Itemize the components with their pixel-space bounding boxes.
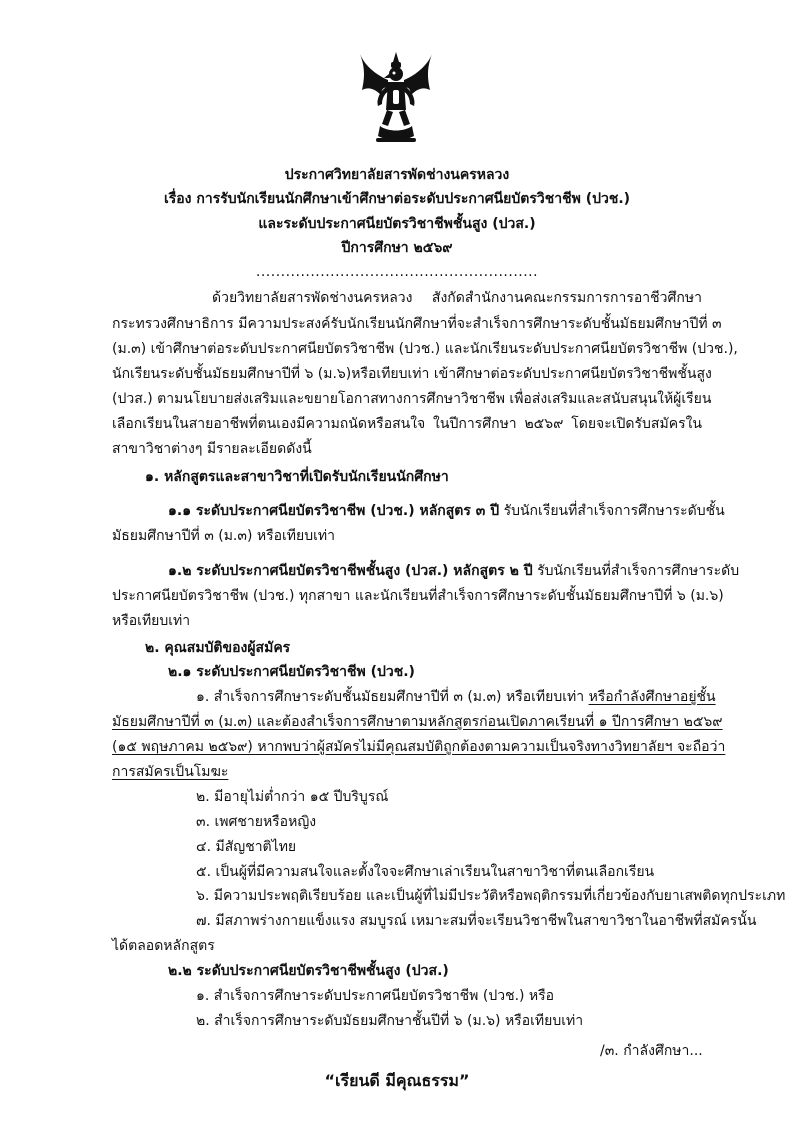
intro-line-6: เลือกเรียนในสายอาชีพที่ตนเองมีความถนัดหรือสนใจ ในปีการศึกษา ๒๕๖๙ โดยจะเปิดรับสมัครใน bbox=[112, 416, 702, 432]
section-1-item-2-bold: ๑.๒ ระดับประกาศนียบัตรวิชาชีพชั้นสูง (ปวส.) หลักสูตร ๒ ปี bbox=[168, 563, 533, 579]
section-2-1-item-1-plain: ๑. สำเร็จการศึกษาระดับชั้นมัธยมศึกษาปีที่ ๓ (ม.๓) หรือเทียบเท่า bbox=[196, 689, 589, 705]
section-2-1-item-1-line-4: การสมัครเป็นโมฆะ bbox=[112, 764, 229, 780]
title-separator: ......................................................... bbox=[255, 264, 539, 280]
section-1-item-2-rest: รับนักเรียนที่สำเร็จการศึกษาระดับ bbox=[532, 563, 740, 579]
continue-note: /๓. กำลังศึกษา... bbox=[600, 1043, 703, 1059]
section-2-1-item-1-underlined: หรือกำลังศึกษาอยู่ชั้น bbox=[588, 689, 716, 705]
section-2-2-item-2: ๒. สำเร็จการศึกษาระดับมัธยมศึกษาชั้นปีที่ ๖ (ม.๖) หรือเทียบเท่า bbox=[196, 1013, 584, 1029]
intro-line-4: นักเรียนระดับชั้นมัธยมศึกษาปีที่ ๖ (ม.๖)หรือเทียบเท่า เข้าศึกษาต่อระดับประกาศนียบัตรวิชาชีพชั้นสูง bbox=[112, 366, 712, 382]
section-2-1-item-5: ๕. เป็นผู้ที่มีความสนใจและตั้งใจจะศึกษาเล่าเรียนในสาขาวิชาที่ตนเลือกเรียน bbox=[196, 864, 655, 880]
section-1-item-2-line-3: หรือเทียบเท่า bbox=[112, 613, 191, 629]
section-2-2-item-1: ๑. สำเร็จการศึกษาระดับประกาศนียบัตรวิชาชีพ (ปวช.) หรือ bbox=[196, 988, 555, 1004]
section-2-1-item-7-line-2: ได้ตลอดหลักสูตร bbox=[112, 938, 215, 954]
section-2-1-heading: ๒.๑ ระดับประกาศนียบัตรวิชาชีพ (ปวช.) bbox=[168, 664, 415, 680]
intro-line-7: สาขาวิชาต่างๆ มีรายละเอียดดังนี้ bbox=[112, 441, 312, 457]
intro-line-1: ด้วยวิทยาลัยสารพัดช่างนครหลวง สังกัดสำนักงานคณะกรรมการการอาชีวศึกษา bbox=[212, 290, 702, 306]
title-line-2: เรื่อง การรับนักเรียนนักศึกษาเข้าศึกษาต่อระดับประกาศนียบัตรวิชาชีพ (ปวช.) bbox=[163, 191, 631, 207]
intro-line-3: (ม.๓) เข้าศึกษาต่อระดับประกาศนียบัตรวิชาชีพ (ปวช.) และนักเรียนระดับประกาศนียบัตรวิชาชีพ (ปวช.), bbox=[112, 341, 738, 357]
section-2-1-item-1-line-2: มัธยมศึกษาปีที่ ๓ (ม.๓) และต้องสำเร็จการศึกษาตามหลักสูตรก่อนเปิดภาคเรียนที่ ๑ ปีการศึกษา ๒๕๖๙ bbox=[112, 714, 723, 730]
title-line-4: ปีการศึกษา ๒๕๖๙ bbox=[341, 240, 453, 256]
section-1-item-1-rest: รับนักเรียนที่สำเร็จการศึกษาระดับชั้น bbox=[499, 503, 725, 519]
section-2-1-item-1 bbox=[196, 687, 716, 707]
section-1-item-2-line-2: ประกาศนียบัตรวิชาชีพ (ปวช.) ทุกสาขา และนักเรียนที่สำเร็จการศึกษาระดับชั้นมัธยมศึกษาปีที่ ๖ (ม.๖) bbox=[112, 588, 724, 604]
section-2-1-item-4: ๔. มีสัญชาติไทย bbox=[196, 839, 297, 855]
section-1-item-1-line-2: มัธยมศึกษาปีที่ ๓ (ม.๓) หรือเทียบเท่า bbox=[112, 528, 336, 544]
section-1-heading: ๑. หลักสูตรและสาขาวิชาที่เปิดรับนักเรียนนักศึกษา bbox=[145, 469, 449, 485]
section-2-1-item-2: ๒. มีอายุไม่ต่ำกว่า ๑๕ ปีบริบูรณ์ bbox=[196, 789, 389, 805]
motto: “เรียนดี มีคุณธรรม” bbox=[324, 1071, 470, 1090]
section-2-1-item-6: ๖. มีความประพฤติเรียบร้อย และเป็นผู้ที่ไม่มีประวัติหรือพฤติกรรมที่เกี่ยวข้องกับยาเสพติดทุกประเภท bbox=[196, 888, 786, 904]
section-1-item-1 bbox=[168, 501, 725, 521]
section-2-1-item-7: ๗. มีสภาพร่างกายแข็งแรง สมบูรณ์ เหมาะสมที่จะเรียนวิชาชีพในสาขาวิชาในอาชีพที่สมัครนั้น bbox=[196, 913, 757, 929]
title-line-1: ประกาศวิทยาลัยสารพัดช่างนครหลวง bbox=[284, 167, 510, 183]
garuda-emblem-icon bbox=[358, 50, 434, 146]
intro-line-5: (ปวส.) ตามนโยบายส่งเสริมและขยายโอกาสทางการศึกษาวิชาชีพ เพื่อส่งเสริมและสนับสนุนให้ผู้เรียน bbox=[112, 391, 712, 407]
section-1-item-2 bbox=[168, 561, 740, 581]
section-2-heading: ๒. คุณสมบัติของผู้สมัคร bbox=[145, 640, 291, 656]
section-2-1-item-3: ๓. เพศชายหรือหญิง bbox=[196, 814, 317, 830]
section-1-item-1-bold: ๑.๑ ระดับประกาศนียบัตรวิชาชีพ (ปวช.) หลักสูตร ๓ ปี bbox=[168, 503, 500, 519]
section-2-2-heading: ๒.๒ ระดับประกาศนียบัตรวิชาชีพชั้นสูง (ปวส.) bbox=[168, 963, 449, 979]
intro-line-2: กระทรวงศึกษาธิการ มีความประสงค์รับนักเรียนนักศึกษาที่จะสำเร็จการศึกษาระดับชั้นมัธยมศึกษาปีที่ ๓ bbox=[112, 316, 722, 332]
section-2-1-item-1-line-3: (๑๕ พฤษภาคม ๒๕๖๙) หากพบว่าผู้สมัครไม่มีคุณสมบัติถูกต้องตามความเป็นจริงทางวิทยาลัยฯ จะถือว่า bbox=[112, 739, 726, 755]
title-line-3: และระดับประกาศนียบัตรวิชาชีพชั้นสูง (ปวส.) bbox=[258, 216, 536, 232]
